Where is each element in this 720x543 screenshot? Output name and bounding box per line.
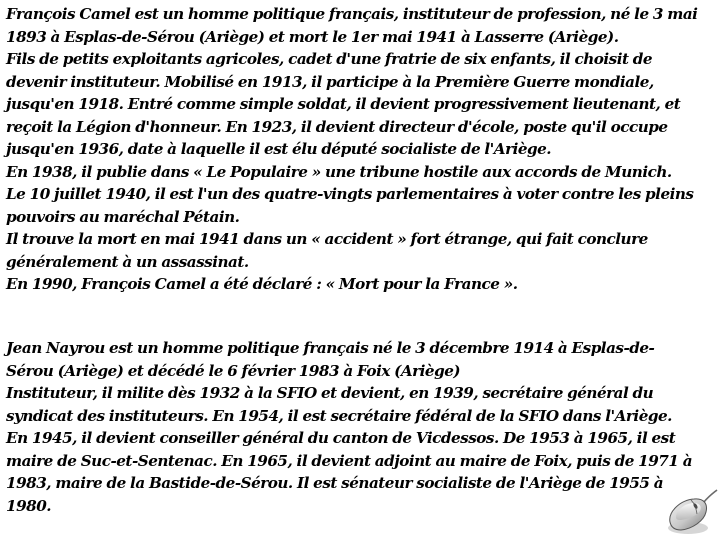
computer-mouse-icon[interactable]: [664, 488, 718, 538]
bio-nayrou-paragraph-2: Instituteur, il milite dès 1932 à la SFIO et devient, en 1939, secrétaire général du syndicat des instituteurs. En 1954, il est secrétaire fédéral de la SFIO dans l'Ariège.: [6, 384, 672, 425]
bio-camel-paragraph-2: Fils de petits exploitants agricoles, cadet d'une fratrie de six enfants, il choisit de devenir instituteur. Mobilisé en 1913, il participe à la Première Guerre mondiale, jusqu'en 1918. Entré comme simple soldat, il devient progressivement lieutenant, et reçoit la Légion d'honneur. En 1923, il devient directeur d'école, poste qu'il occupe jusqu'en 1936, date à laquelle il est élu député socialiste de l'Ariège.: [6, 50, 681, 158]
bio-camel-paragraph-1: François Camel est un homme politique français, instituteur de profession, né le 3 mai 1893 à Esplas-de-Sérou (Ariège) et mort le 1er mai 1941 à Lasserre (Ariège).: [6, 5, 698, 46]
bio-nayrou-paragraph-1: Jean Nayrou est un homme politique français né le 3 décembre 1914 à Esplas-de-Sérou (Ariège) et décédé le 6 février 1983 à Foix (Ariège): [6, 339, 655, 380]
bio-nayrou-paragraph-3: En 1945, il devient conseiller général du canton de Vicdessos. De 1953 à 1965, il est maire de Suc-et-Sentenac. En 1965, il devient adjoint au maire de Foix, puis de 1971 à 1983, maire de la Bastide-de-Sérou. Il est sénateur socialiste de l'Ariège de 1955 à 1980.: [6, 429, 693, 515]
bio-camel-paragraph-5: Il trouve la mort en mai 1941 dans un « accident » fort étrange, qui fait conclure généralement à un assassinat.: [6, 230, 648, 271]
slide: [6, 0, 712, 540]
bio-francois-camel: [6, 3, 712, 296]
bio-camel-paragraph-4: Le 10 juillet 1940, il est l'un des quatre-vingts parlementaires à voter contre les pleins pouvoirs au maréchal Pétain.: [6, 185, 694, 226]
bio-camel-paragraph-6: En 1990, François Camel a été déclaré : « Mort pour la France ».: [6, 275, 518, 293]
bio-camel-paragraph-3: En 1938, il publie dans « Le Populaire » une tribune hostile aux accords de Munich.: [6, 162, 672, 181]
bio-jean-nayrou: [6, 337, 696, 517]
